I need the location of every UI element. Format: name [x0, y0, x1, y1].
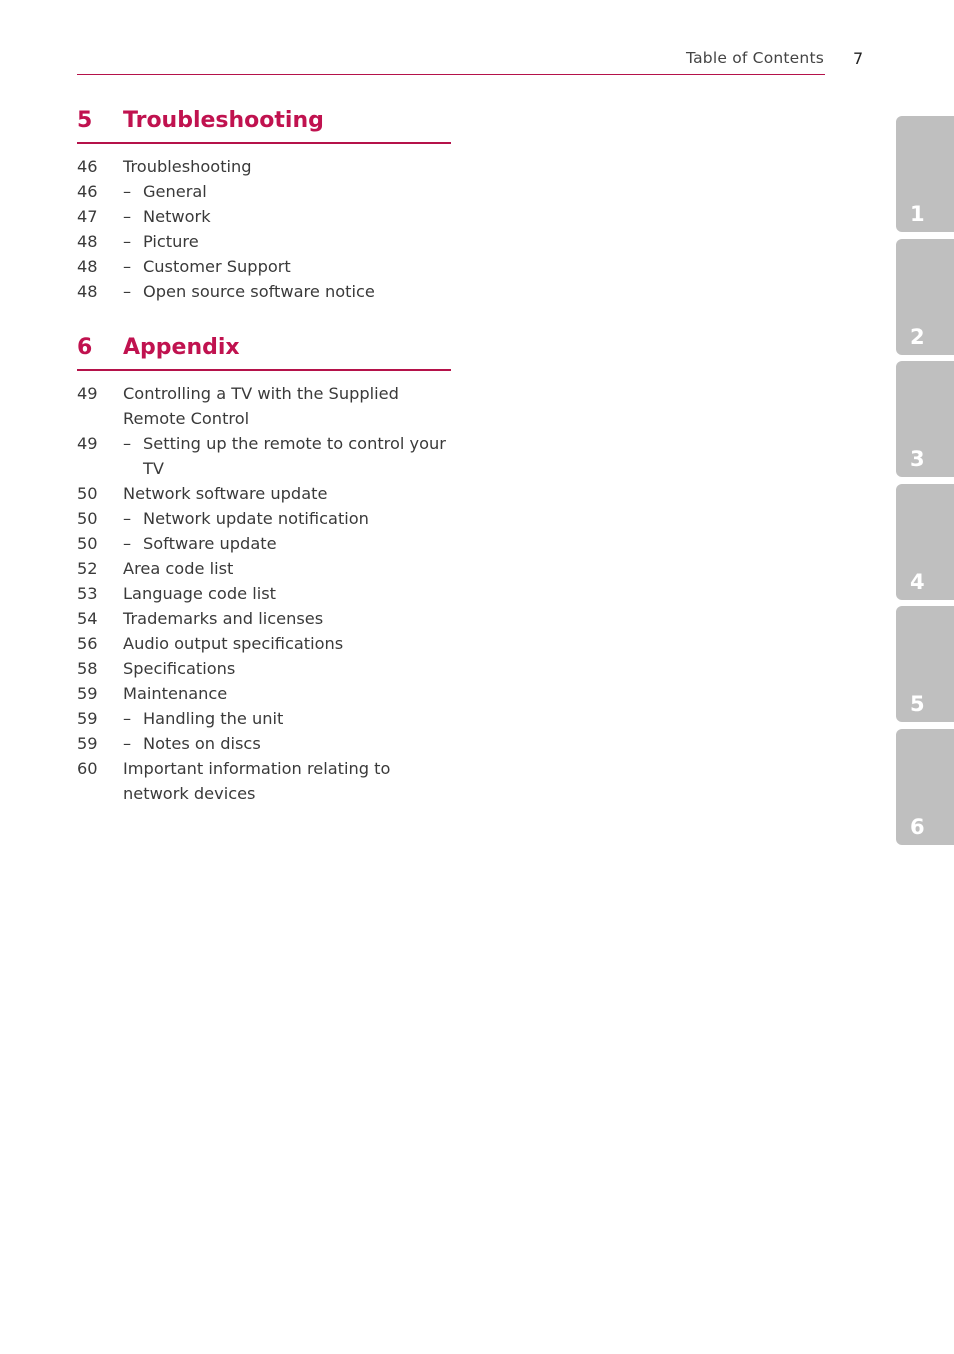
toc-page-number: 48	[77, 282, 98, 301]
toc-list	[77, 154, 451, 304]
toc-page-number: 48	[77, 232, 98, 251]
toc-page-number: 56	[77, 634, 98, 653]
toc-entry[interactable]	[77, 581, 451, 606]
toc-entry[interactable]	[77, 506, 451, 531]
toc-page-number: 50	[77, 534, 98, 553]
toc-page-number: 46	[77, 157, 98, 176]
toc-entry[interactable]	[77, 229, 451, 254]
toc-entry[interactable]	[77, 681, 451, 706]
toc-page-number: 59	[77, 734, 98, 753]
toc-entry-title: – Customer Support	[123, 254, 451, 279]
toc-page-number: 59	[77, 684, 98, 703]
section-troubleshooting	[77, 108, 451, 304]
toc-entry-title: – Software update	[123, 531, 451, 556]
chapter-tab-2[interactable]	[896, 239, 954, 355]
toc-entry-title: – Network	[123, 204, 451, 229]
toc-page-number: 49	[77, 434, 98, 453]
toc-entry[interactable]	[77, 279, 451, 304]
toc-entry-title: Trademarks and licenses	[123, 609, 324, 628]
page-number: 7	[853, 49, 864, 68]
toc-list	[77, 381, 451, 806]
toc-page-number: 50	[77, 484, 98, 503]
toc-entry[interactable]	[77, 179, 451, 204]
toc-entry[interactable]	[77, 431, 451, 481]
chapter-tab-label: 3	[910, 447, 925, 471]
toc-entry-title: – Notes on discs	[123, 731, 451, 756]
toc-entry-title: Important information relating to network devices	[123, 759, 391, 803]
chapter-tab-label: 4	[910, 570, 925, 594]
toc-entry-title: Maintenance	[123, 684, 228, 703]
chapter-tab-label: 6	[910, 815, 925, 839]
toc-page-number: 49	[77, 384, 98, 403]
toc-page-number: 59	[77, 709, 98, 728]
toc-page-number: 46	[77, 182, 98, 201]
toc-page-number: 47	[77, 207, 98, 226]
chapter-tab-1[interactable]	[896, 116, 954, 232]
toc-entry[interactable]	[77, 381, 451, 431]
toc-entry[interactable]	[77, 631, 451, 656]
running-header-title: Table of Contents	[686, 49, 824, 67]
toc-entry-title: – Picture	[123, 229, 451, 254]
toc-entry[interactable]	[77, 606, 451, 631]
toc-page-number: 54	[77, 609, 98, 628]
toc-page-number: 50	[77, 509, 98, 528]
chapter-tab-label: 5	[910, 692, 925, 716]
toc-entry-title: – Handling the unit	[123, 706, 451, 731]
toc-page-number: 60	[77, 759, 98, 778]
toc-entry-title: Controlling a TV with the Supplied Remote Control	[123, 384, 399, 428]
section-heading	[77, 108, 451, 144]
chapter-tab-4[interactable]	[896, 484, 954, 600]
toc-page-number: 53	[77, 584, 98, 603]
toc-entry[interactable]	[77, 706, 451, 731]
section-number: 5	[77, 108, 93, 133]
toc-entry[interactable]	[77, 731, 451, 756]
toc-entry[interactable]	[77, 154, 451, 179]
toc-entry-title: – Setting up the remote to control your TV	[123, 431, 451, 481]
toc-page-number: 52	[77, 559, 98, 578]
section-number: 6	[77, 335, 93, 360]
toc-entry-title: – General	[123, 179, 451, 204]
section-appendix	[77, 335, 451, 806]
section-title: Troubleshooting	[123, 108, 324, 133]
toc-entry-title: Audio output specifications	[123, 634, 344, 653]
toc-page-number: 58	[77, 659, 98, 678]
toc-entry-title: – Open source software notice	[123, 279, 451, 304]
chapter-tab-6[interactable]	[896, 729, 954, 845]
toc-entry-title: Area code list	[123, 559, 234, 578]
toc-entry-title: Specifications	[123, 659, 236, 678]
toc-page-number: 48	[77, 257, 98, 276]
toc-entry-title: Language code list	[123, 584, 276, 603]
toc-entry[interactable]	[77, 556, 451, 581]
toc-entry[interactable]	[77, 481, 451, 506]
section-heading	[77, 335, 451, 371]
chapter-tab-5[interactable]	[896, 606, 954, 722]
toc-entry[interactable]	[77, 656, 451, 681]
toc-entry-title: Network software update	[123, 484, 328, 503]
toc-entry[interactable]	[77, 756, 451, 806]
section-title: Appendix	[123, 335, 240, 360]
toc-entry-title: – Network update notification	[123, 506, 451, 531]
chapter-tab-label: 2	[910, 325, 925, 349]
chapter-tab-label: 1	[910, 202, 925, 226]
toc-entry[interactable]	[77, 254, 451, 279]
chapter-tab-3[interactable]	[896, 361, 954, 477]
toc-entry-title: Troubleshooting	[123, 157, 252, 176]
toc-entry[interactable]	[77, 531, 451, 556]
toc-entry[interactable]	[77, 204, 451, 229]
header-rule	[77, 74, 825, 75]
